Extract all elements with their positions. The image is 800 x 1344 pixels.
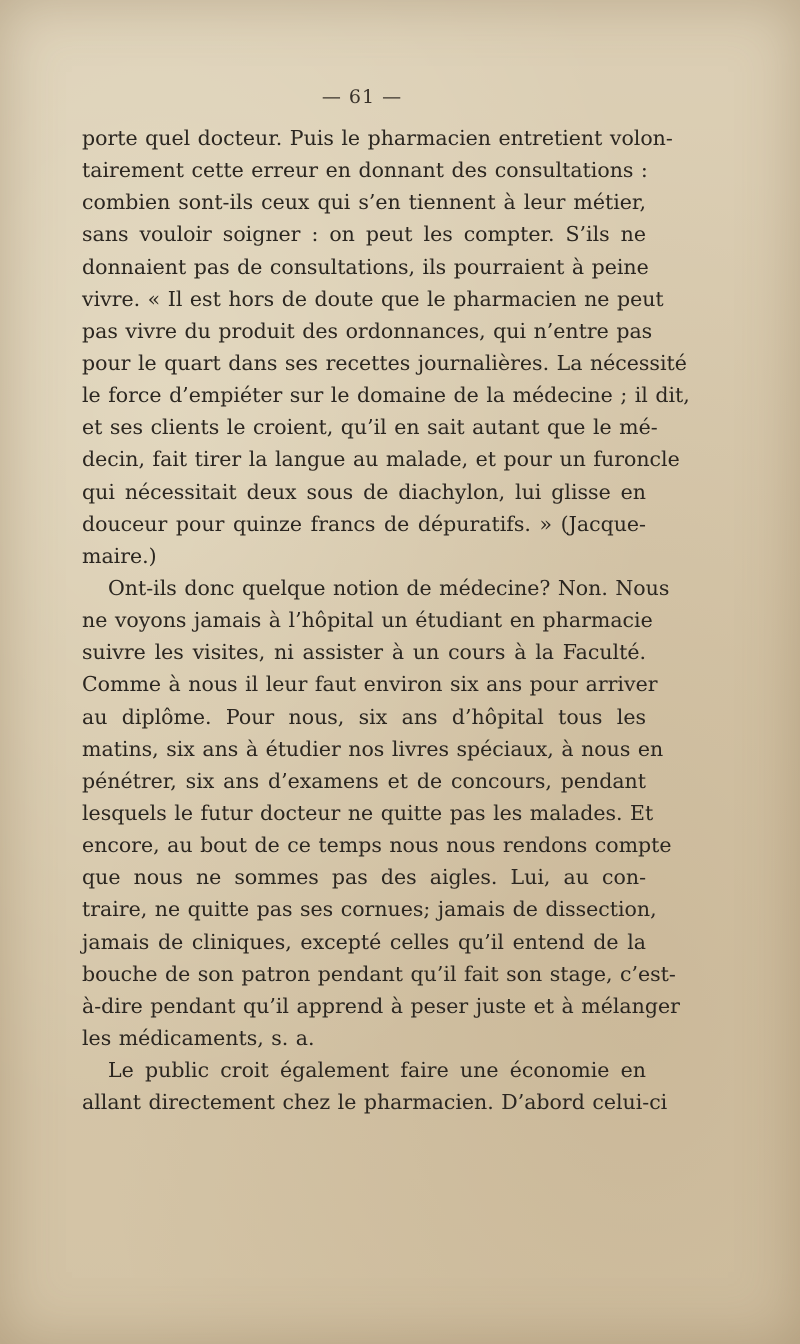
text-line: à-dire pendant qu’il apprend à peser juste et à mélanger [82, 993, 680, 1018]
text-line: les médicaments, s. a. [82, 1025, 315, 1050]
text-line: suivre les visites, ni assister à un cours à la Faculté. [82, 640, 646, 665]
text-line: pénétrer, six ans d’examens et de concours, pendant [82, 768, 646, 793]
text-line: et ses clients le croient, qu’il en sait autant que le mé- [82, 415, 658, 440]
text-line: lesquels le futur docteur ne quitte pas les malades. Et [82, 800, 654, 825]
text-line: encore, au bout de ce temps nous nous rendons compte [82, 833, 672, 858]
body-text [82, 122, 690, 1118]
text-line: decin, fait tirer la langue au malade, et pour un furoncle [82, 447, 680, 472]
text-line: vivre. « Il est hors de doute que le pharmacien ne peut [82, 286, 664, 311]
page-number: — 61 — [321, 86, 403, 108]
text-line: ne voyons jamais à l’hôpital un étudiant en pharmacie [82, 608, 653, 633]
text-line: traire, ne quitte pas ses cornues; jamais de dissection, [82, 897, 657, 922]
text-line: douceur pour quinze francs de dépuratifs. » (Jacque- [82, 511, 646, 536]
text-line: combien sont-ils ceux qui s’en tiennent à leur métier, [82, 190, 646, 215]
text-line: pas vivre du produit des ordonnances, qui n’entre pas [82, 318, 653, 343]
text-line: allant directement chez le pharmacien. D’abord celui-ci [82, 1090, 668, 1115]
text-line: matins, six ans à étudier nos livres spéciaux, à nous en [82, 736, 664, 761]
text-line: porte quel docteur. Puis le pharmacien entretient volon- [82, 126, 673, 150]
text-line: sans vouloir soigner : on peut les compter. S’ils ne [82, 222, 646, 247]
text-line: le force d’empiéter sur le domaine de la médecine ; il dit, [82, 383, 690, 408]
text-line: donnaient pas de consultations, ils pourraient à peine [82, 254, 649, 279]
text-line: tairement cette erreur en donnant des consultations : [82, 158, 648, 183]
text-line: pour le quart dans ses recettes journalières. La nécessité [82, 350, 687, 375]
text-line: Ont-ils donc quelque notion de médecine? Non. Nous [108, 575, 670, 600]
text-line: jamais de cliniques, excepté celles qu’il entend de la [82, 929, 646, 954]
text-line: que nous ne sommes pas des aigles. Lui, au con- [82, 865, 646, 890]
text-line: bouche de son patron pendant qu’il fait son stage, c’est- [82, 961, 676, 986]
text-line: qui nécessitait deux sous de diachylon, lui glisse en [82, 479, 646, 504]
text-line: maire.) [82, 543, 157, 568]
text-line: Le public croit également faire une économie en [108, 1058, 646, 1083]
text-line: Comme à nous il leur faut environ six ans pour arriver [82, 672, 658, 697]
text-line: au diplôme. Pour nous, six ans d’hôpital tous les [82, 704, 646, 729]
